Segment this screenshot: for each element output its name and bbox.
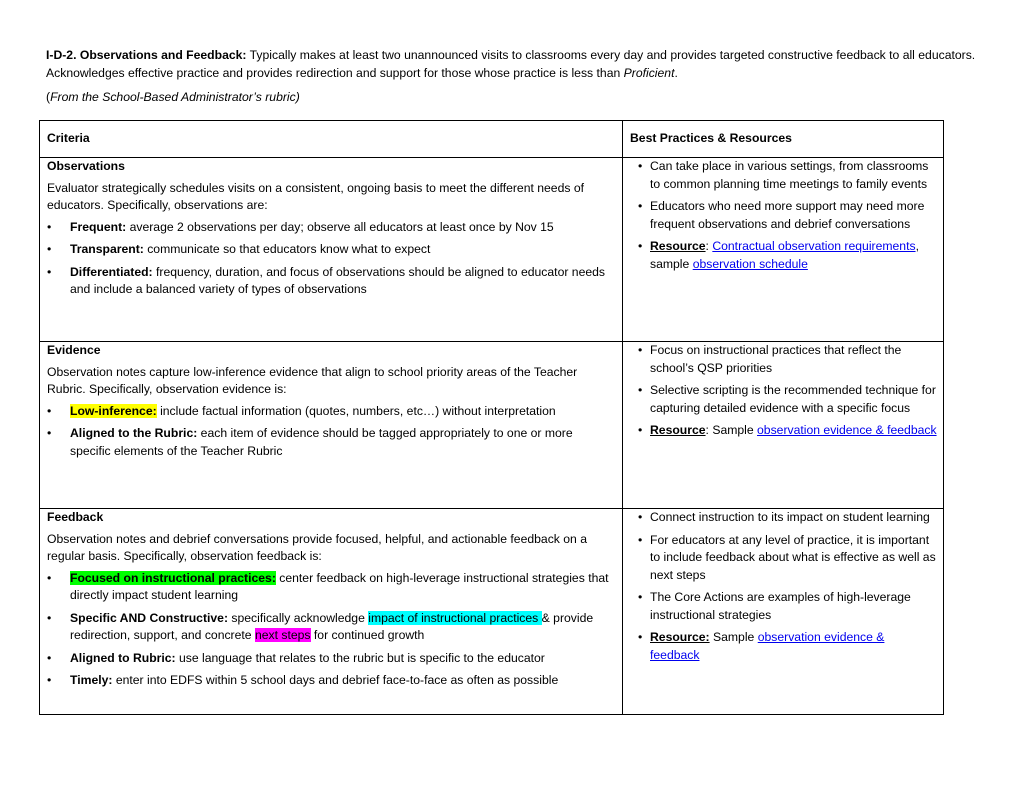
aligned-label: Aligned to the Rubric: (70, 426, 198, 440)
observations-criteria (40, 158, 623, 342)
item-text: each item of evidence should be tagged appropriately to one or more specific elements of the Teacher Rubric (70, 426, 573, 458)
observations-resource-list (630, 158, 937, 273)
intro-text: Typically makes at least two unannounced visits to classrooms every day and provides targeted constructive feedback to all educators. Acknowledges effective practice and provides redirection and support for those whose practice is less than (46, 48, 976, 80)
observations-row (40, 158, 944, 342)
item-text: include factual information (quotes, numbers, etc…) without interpretation (156, 403, 556, 418)
feedback-criteria (40, 509, 623, 715)
rubric-table (39, 120, 944, 715)
list-item: • Can take place in various settings, from classrooms to common planning time meetings to family events (630, 158, 937, 193)
item-text: enter into EDFS within 5 school days and debrief face-to-face as often as possible (112, 673, 559, 687)
item-text: specifically acknowledge (228, 610, 369, 625)
impact-highlight: impact of instructional practices (368, 610, 542, 625)
criteria-header: Criteria (40, 121, 623, 158)
feedback-evidence-link[interactable]: observation evidence & feedback (650, 630, 885, 662)
list-item: • For educators at any level of practice, it is important to include feedback about what is effective as well as next steps (630, 532, 937, 585)
list-item: • Focus on instructional practices that reflect the school’s QSP priorities (630, 342, 937, 377)
feedback-list (47, 570, 616, 690)
resource-sep: : Sample (705, 423, 758, 437)
item-text: for continued growth (310, 628, 425, 642)
resource-sep: Sample (709, 630, 758, 644)
evidence-resources (623, 342, 944, 509)
intro-proficient: Proficient (623, 65, 675, 80)
item-text: use language that relates to the rubric but is specific to the educator (175, 650, 545, 665)
item-text: & provide redirection, support, and concrete (70, 610, 594, 642)
item-label: Differentiated: (70, 264, 153, 279)
resource-label: Resource: (650, 630, 710, 644)
evidence-row (40, 342, 944, 509)
item-text: average 2 observations per day; observe all educators at least once by Nov 15 (126, 219, 554, 234)
list-item (47, 610, 616, 645)
observations-desc: Evaluator strategically schedules visits on a consistent, ongoing basis to meet the different needs of educators. Specifically, observations are: (47, 180, 585, 212)
next-steps-highlight: next steps (254, 628, 311, 642)
intro-heading: I-D-2. Observations and Feedback: (46, 48, 247, 62)
item-text: frequency, duration, and focus of observations should be aligned to educator needs and include a balanced variety of types of observations (70, 264, 605, 296)
feedback-desc: Observation notes and debrief conversations provide focused, helpful, and actionable feedback on a regular basis. Specifically, observation feedback is: (47, 531, 587, 563)
list-item (47, 650, 616, 668)
list-item (47, 425, 616, 460)
list-item (630, 238, 937, 273)
intro-paragraph (46, 47, 976, 82)
intro (46, 47, 976, 107)
list-item (47, 672, 616, 690)
observations-title: Observations (47, 159, 125, 173)
evidence-desc: Observation notes capture low-inference evidence that align to school priority areas of the Teacher Rubric. Specifically, observation evidence is: (47, 364, 578, 396)
evidence-resource-list (630, 342, 937, 440)
source-open-paren: ( (46, 90, 51, 104)
observations-list (47, 219, 616, 299)
list-item (47, 264, 616, 299)
evidence-feedback-link[interactable]: observation evidence & feedback (757, 423, 937, 437)
item-label: Transparent: (70, 242, 144, 256)
list-item (630, 629, 937, 664)
source-text: From the School-Based Administrator’s rubric) (50, 90, 300, 104)
list-item (47, 570, 616, 605)
item-text: center feedback on high-leverage instructional strategies that directly impact student learning (70, 570, 609, 602)
list-item: • The Core Actions are examples of high-leverage instructional strategies (630, 589, 937, 624)
intro-period: . (674, 65, 678, 80)
resource-label: Resource (650, 239, 706, 253)
list-item (47, 403, 616, 421)
list-item (630, 422, 937, 440)
observation-schedule-link[interactable]: observation schedule (692, 256, 808, 271)
feedback-title: Feedback (47, 510, 104, 524)
contractual-requirements-link[interactable]: Contractual observation requirements (712, 239, 916, 253)
item-label: Frequent: (70, 219, 127, 234)
resource-sep: : (705, 239, 713, 253)
feedback-resources (623, 509, 944, 715)
focused-label: Focused on instructional practices: (70, 570, 276, 585)
list-item: • Selective scripting is the recommended technique for capturing detailed evidence with a specific focus (630, 382, 937, 417)
evidence-criteria (40, 342, 623, 509)
feedback-row (40, 509, 944, 715)
list-item (47, 241, 616, 259)
specific-label: Specific AND Constructive: (70, 610, 229, 625)
resource-mid-text: , sample (650, 239, 919, 271)
table-header-row (40, 121, 944, 158)
evidence-title: Evidence (47, 343, 101, 357)
observations-resources (623, 158, 944, 342)
resource-label: Resource (650, 423, 706, 437)
list-item: • Connect instruction to its impact on student learning (630, 509, 937, 527)
evidence-list (47, 403, 616, 461)
best-practices-header: Best Practices & Resources (623, 121, 944, 158)
list-item (47, 219, 616, 237)
feedback-resource-list (630, 509, 937, 664)
intro-source (46, 89, 976, 107)
aligned-rubric-label: Aligned to Rubric: (70, 650, 176, 665)
low-inference-label: Low-inference: (70, 403, 157, 418)
list-item: • Educators who need more support may need more frequent observations and debrief conversations (630, 198, 937, 233)
item-text: communicate so that educators know what to expect (143, 242, 431, 256)
timely-label: Timely: (70, 673, 113, 687)
